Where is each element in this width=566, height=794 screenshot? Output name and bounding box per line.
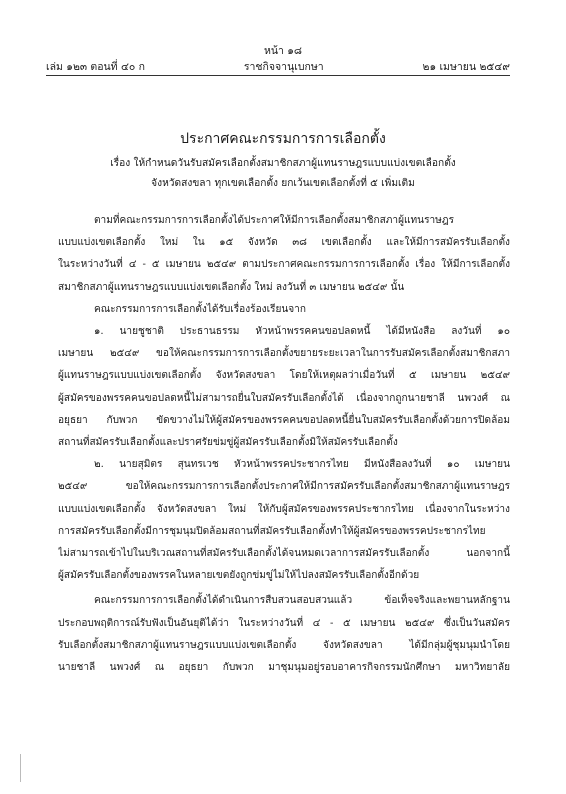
text-line: สถานที่สมัครรับเลือกตั้งและปราศรัยข่มขู่ผู้สมัครรับเลือกตั้งมิให้สมัครรับเลือกตั้ง <box>58 437 398 449</box>
text-line: สมาชิกสภาผู้แทนราษฎรแบบแบ่งเขตเลือกตั้ง ใหม่ ลงวันที่ ๓ เมษายน ๒๕๔๙ นั้น <box>58 281 405 293</box>
publication-date: ๒๑ เมษายน ๒๕๔๙ <box>422 61 510 73</box>
subject-line: จังหวัดสงขลา ทุกเขตเลือกตั้ง ยกเว้นเขตเลือกตั้งที่ ๕ เพิ่มเติม <box>151 178 415 189</box>
text-line: ไม่สามารถเข้าไปในบริเวณสถานที่สมัครรับเลือกตั้งได้จนหมดเวลาการสมัครรับเลือกตั้ง นอกจากนี้ <box>58 548 510 560</box>
text-line: การสมัครรับเลือกตั้งมีการชุมนุมปิดล้อมสถานที่สมัครรับเลือกตั้งทำให้ผู้สมัครของพรรคประชากรไทย <box>58 525 486 537</box>
text-line: ตามที่คณะกรรมการการเลือกตั้งได้ประกาศให้มีการเลือกตั้งสมาชิกสภาผู้แทนราษฎร <box>94 215 455 226</box>
text-line: แบบแบ่งเขตเลือกตั้ง ใหม่ ใน ๑๕ จังหวัด ๓๘ เขตเลือกตั้ง และให้มีการสมัครรับเลือกตั้ง <box>58 237 510 249</box>
text-line: ผู้สมัครของพรรคคนขอปลดหนี้ไม่สามารถยื่นใบสมัครรับเลือกตั้งได้ เนื่องจากถูกนายชาลี นพวงศ์ ณ <box>58 392 510 404</box>
paragraph-complaint-2 <box>58 454 510 587</box>
text-line: ๒๕๔๙ ขอให้คณะกรรมการการเลือกตั้งประกาศให้มีการสมัครรับเลือกตั้งสมาชิกสภาผู้แทนราษฎร <box>58 481 510 493</box>
text-line: ในระหว่างวันที่ ๔ - ๕ เมษายน ๒๕๔๙ ตามประกาศคณะกรรมการการเลือกตั้ง เรื่อง ให้มีการเลือกตั้ง <box>58 259 510 271</box>
announcement-body <box>58 210 510 679</box>
gazette-header <box>46 58 510 75</box>
text-line: คณะกรรมการการเลือกตั้งได้รับเรื่องร้องเรียนจาก <box>94 303 306 315</box>
subject-line: เรื่อง ให้กำหนดวันรับสมัครเลือกตั้งสมาชิกสภาผู้แทนราษฎรแบบแบ่งเขตเลือกตั้ง <box>110 158 456 169</box>
volume-issue: เล่ม ๑๒๓ ตอนที่ ๔๐ ก <box>46 61 145 73</box>
scan-edge-mark <box>20 754 31 782</box>
text-line: ๑. นายชูชาติ ประธานธรรม หัวหน้าพรรคคนขอปลดหนี้ ได้มีหนังสือ ลงวันที่ ๑๐ <box>94 326 510 338</box>
text-line: ผู้สมัครรับเลือกตั้งของพรรคในหลายเขตยังถูกข่มขู่ไม่ให้ไปลงสมัครรับเลือกตั้งอีกด้วย <box>58 570 420 582</box>
announcement-title: ประกาศคณะกรรมการการเลือกตั้ง <box>180 131 386 147</box>
page-number: หน้า ๑๘ <box>263 45 303 57</box>
text-line: ประกอบพฤติการณ์รับฟังเป็นอันยุติได้ว่า ในระหว่างวันที่ ๔ - ๕ เมษายน ๒๕๔๙ ซึ่งเป็นวันสมัคร <box>58 617 510 629</box>
paragraph-investigation <box>58 590 510 679</box>
text-line: คณะกรรมการการเลือกตั้งได้ดำเนินการสืบสวนสอบสวนแล้ว ข้อเท็จจริงและพยานหลักฐาน <box>94 595 510 607</box>
text-line: นายชาลี นพวงศ์ ณ อยุธยา กับพวก มาชุมนุมอยู่รอบอาคารกิจกรรมนักศึกษา มหาวิทยาลัย <box>58 662 510 674</box>
text-line: ผู้แทนราษฎรแบบแบ่งเขตเลือกตั้ง จังหวัดสงขลา โดยให้เหตุผลว่าเมื่อวันที่ ๕ เมษายน ๒๕๔๙ <box>58 370 510 382</box>
announcement-subject <box>0 154 566 194</box>
paragraph-complaint-1 <box>58 321 510 454</box>
paragraph-complaints-intro <box>58 299 510 321</box>
text-line: รับเลือกตั้งสมาชิกสภาผู้แทนราษฎรแบบแบ่งเขตเลือกตั้ง จังหวัดสงขลา ได้มีกลุ่มผู้ชุมนุมนำโดย <box>58 639 510 651</box>
gazette-name: ราชกิจจานุเบกษา <box>243 61 324 73</box>
text-line: แบบแบ่งเขตเลือกตั้ง จังหวัดสงขลา ใหม่ ให้กับผู้สมัครของพรรคประชากรไทย เนื่องจากในระหว่าง <box>58 503 510 515</box>
text-line: เมษายน ๒๕๔๙ ขอให้คณะกรรมการการเลือกตั้งขยายระยะเวลาในการรับสมัครเลือกตั้งสมาชิกสภา <box>58 348 510 360</box>
header-divider <box>46 75 510 76</box>
paragraph-background <box>58 210 510 299</box>
text-line: อยุธยา กับพวก ขัดขวางไม่ให้ผู้สมัครของพรรคคนขอปลดหนี้ยื่นใบสมัครรับเลือกตั้งด้วยการปิดล้อม <box>58 414 510 426</box>
text-line: ๒. นายสุมิตร สุนทรเวช หัวหน้าพรรคประชากรไทย มีหนังสือลงวันที่ ๑๐ เมษายน <box>94 459 510 471</box>
